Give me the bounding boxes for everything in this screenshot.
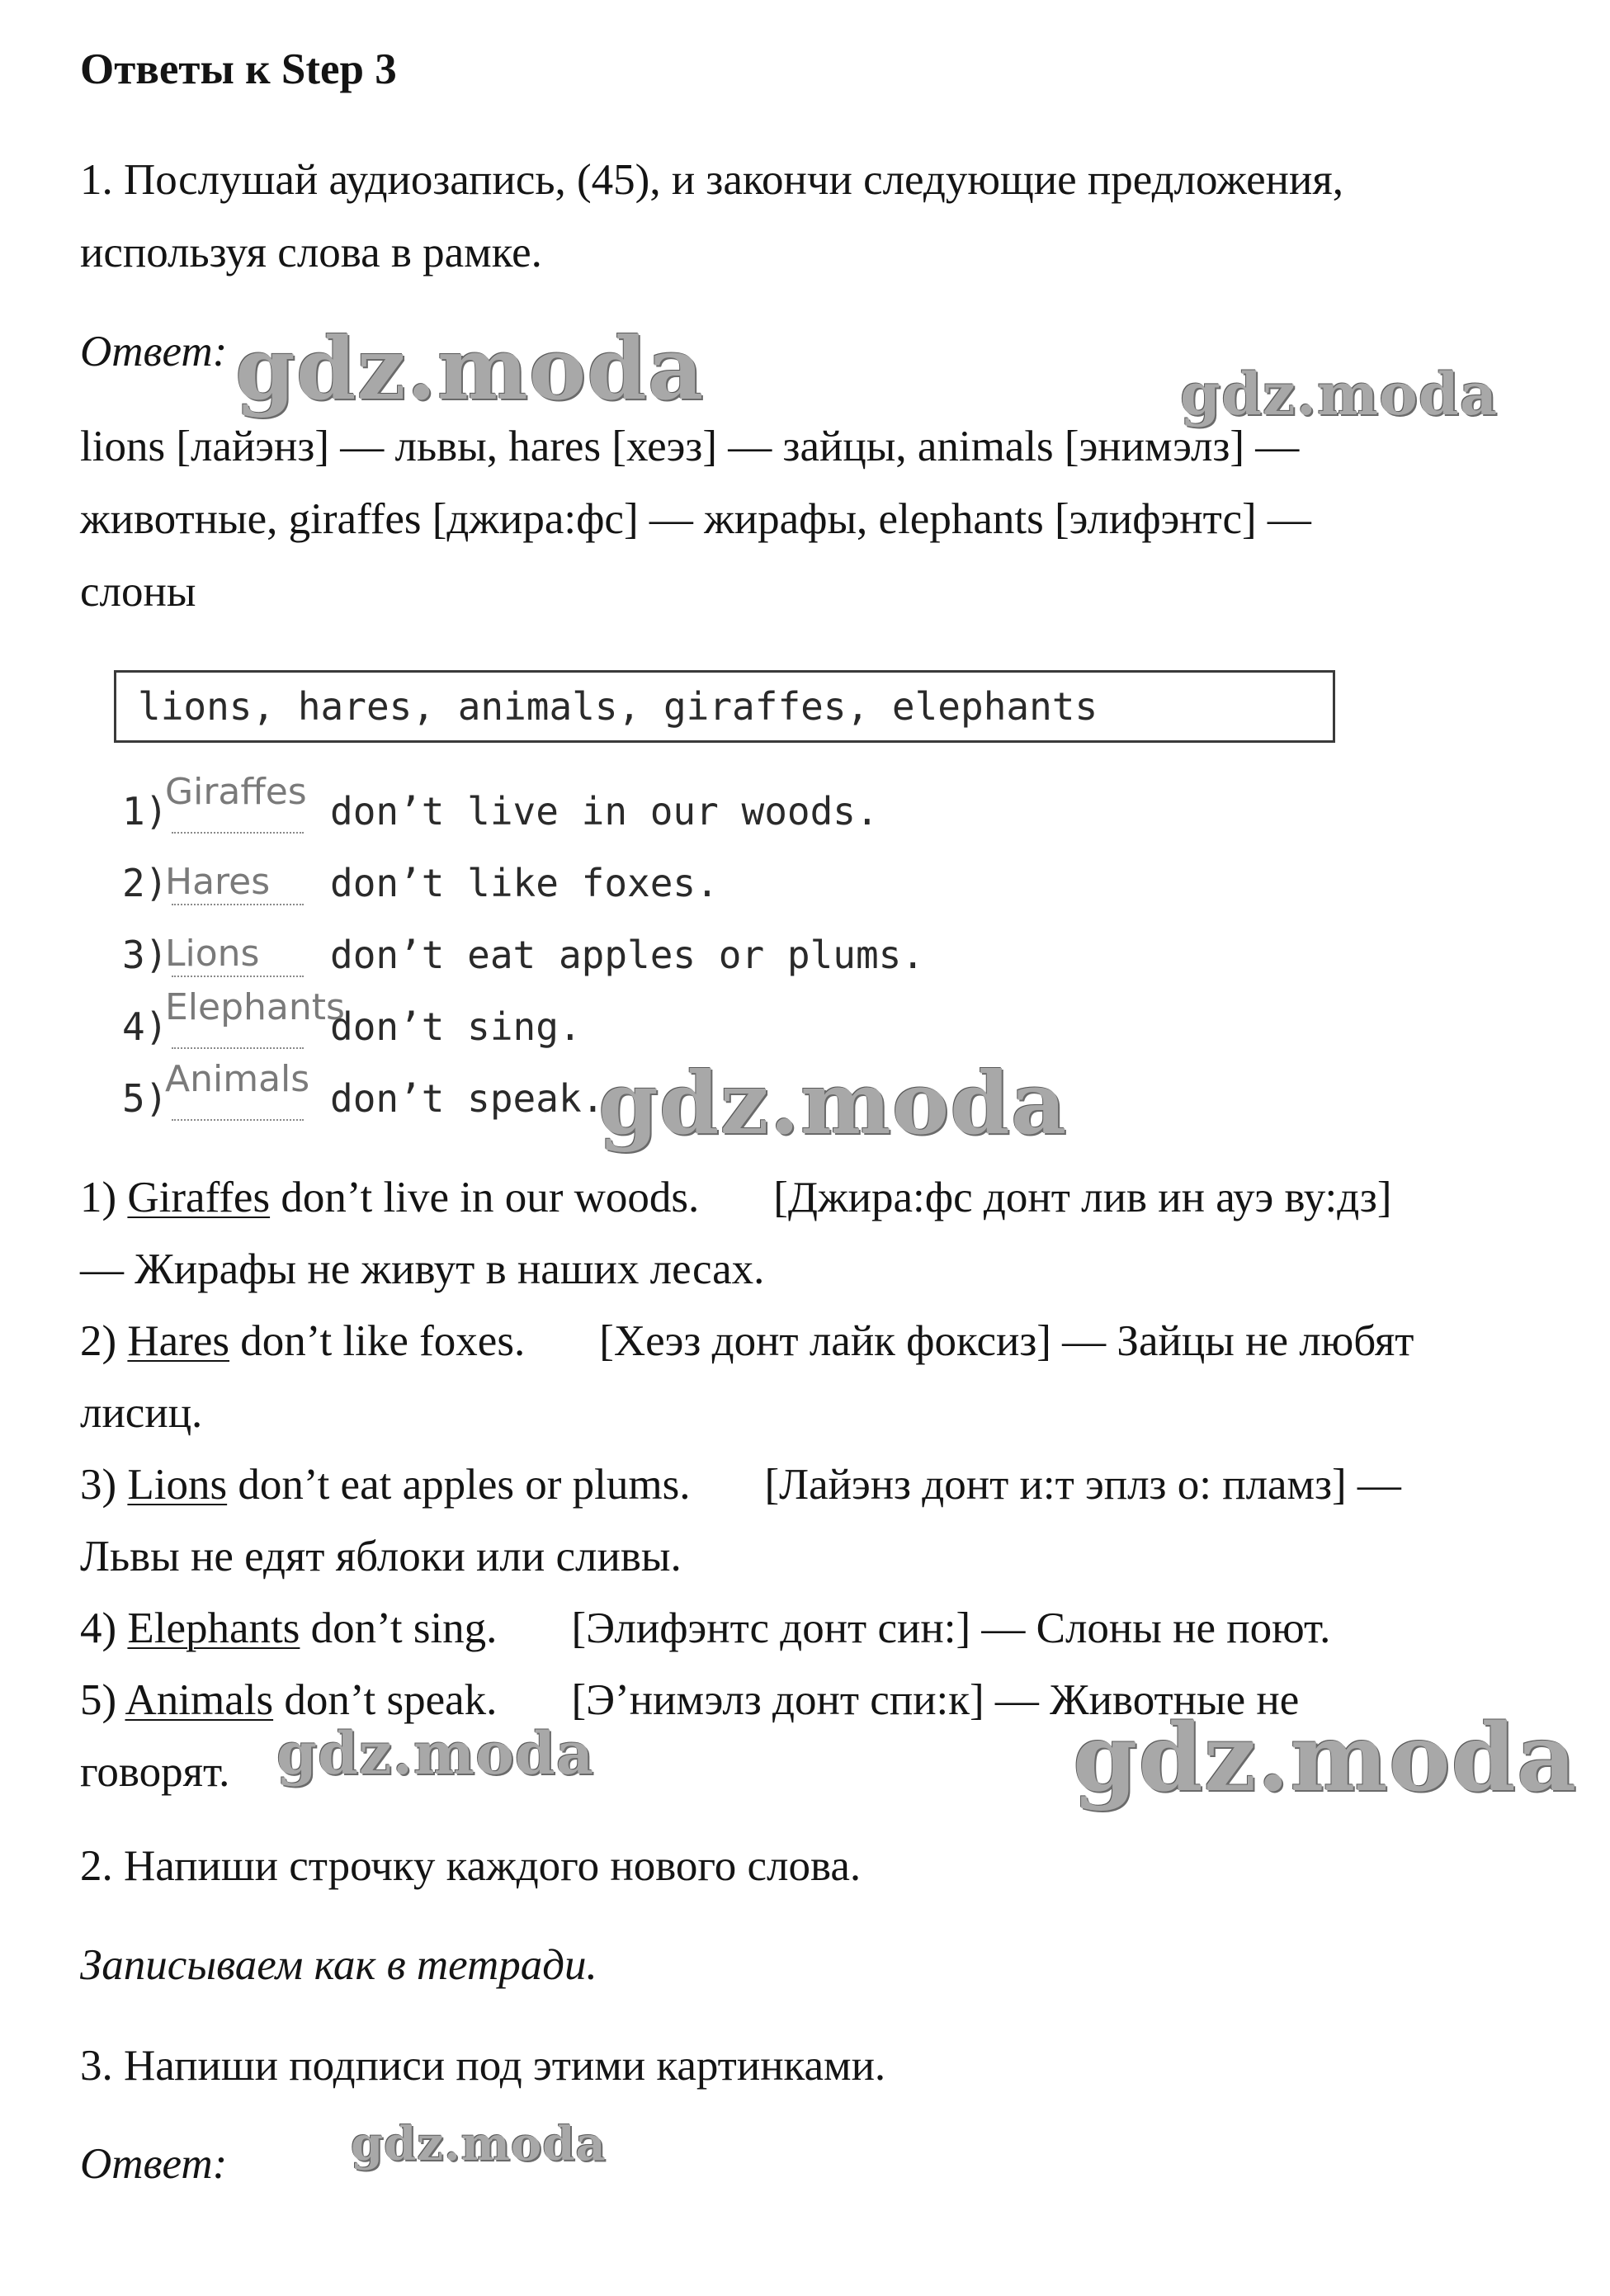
- answer-line: [172, 832, 304, 834]
- watermark: gdz.moda: [276, 1719, 595, 1788]
- answer-number: 3): [80, 1461, 117, 1509]
- answer-transcription: [Хеэз донт лайк фоксиз] — Зайцы не любят: [599, 1317, 1414, 1365]
- answer-number: 1): [80, 1174, 117, 1221]
- task1-answer-label: Ответ:: [80, 328, 228, 376]
- answer-line: [172, 904, 304, 905]
- answer-word: Hares: [127, 1317, 230, 1365]
- answer-number: 4): [80, 1604, 117, 1652]
- answer-transcription: [Джира:фс донт лив ин ауэ ву:дз]: [773, 1174, 1392, 1221]
- vocab-line-2: животные, giraffes [джира:фс] — жирафы, elephants [элифэнтс] —: [80, 495, 1311, 543]
- watermark: gdz.moda: [235, 318, 705, 419]
- watermark: gdz.moda: [598, 1052, 1068, 1154]
- answer-3: [80, 1463, 1401, 1507]
- watermark: gdz.moda: [1073, 1704, 1578, 1812]
- scan-sentence: don’t eat apples or plums.: [330, 933, 925, 977]
- scan-answer: Elephants: [165, 986, 345, 1028]
- scan-sentence: don’t like foxes.: [330, 861, 719, 905]
- task1-instruction-line1: 1. Послушай аудиозапись, (45), и закончи следующие предложения,: [80, 156, 1343, 204]
- task3-instruction: 3. Напиши подписи под этими картинками.: [80, 2042, 886, 2090]
- answer-transcription: [Э’нимэлз донт спи:к] — Животные не: [571, 1676, 1300, 1724]
- vocab-line-1: lions [лайэнз] — львы, hares [хеэз] — зайцы, animals [энимэлз] —: [80, 423, 1300, 470]
- answer-word: Giraffes: [127, 1174, 271, 1221]
- task1-instruction-line2: используя слова в рамке.: [80, 229, 542, 276]
- answer-sentence: don’t speak.: [284, 1676, 498, 1724]
- answer-4: [80, 1604, 1331, 1652]
- task2-instruction: 2. Напиши строчку каждого нового слова.: [80, 1842, 862, 1890]
- answer-word: Elephants: [127, 1604, 300, 1652]
- scan-number: 5): [122, 1076, 168, 1121]
- answer-1: [80, 1176, 1391, 1220]
- answer-sentence: don’t eat apples or plums.: [238, 1461, 691, 1509]
- watermark: gdz.moda: [1180, 360, 1499, 428]
- answer-sentence: don’t sing.: [310, 1604, 498, 1652]
- word-box: lions, hares, animals, giraffes, elephants: [114, 670, 1335, 743]
- scan-number: 3): [122, 933, 168, 977]
- scan-sentence: don’t sing.: [330, 1004, 582, 1049]
- answer-transcription: [Лайэнз донт и:т эплз о: пламз] —: [764, 1461, 1401, 1509]
- answer-5-translation: говорят.: [80, 1748, 230, 1796]
- watermark: gdz.moda: [351, 2117, 607, 2171]
- task2-note: Записываем как в тетради.: [80, 1941, 597, 1989]
- page-heading: Ответы к Step 3: [80, 45, 397, 93]
- answer-2: [80, 1317, 1414, 1365]
- scan-sentence: don’t speak.: [330, 1076, 605, 1121]
- answer-3-translation: Львы не едят яблоки или сливы.: [80, 1533, 682, 1580]
- scan-answer: Lions: [165, 933, 260, 975]
- scan-answer: Hares: [165, 861, 271, 903]
- answer-word: Lions: [127, 1461, 228, 1509]
- answer-transcription: [Элифэнтс донт син:] — Слоны не поют.: [571, 1604, 1331, 1652]
- answer-sentence: don’t like foxes.: [240, 1317, 526, 1365]
- task3-answer-label: Ответ:: [80, 2140, 228, 2188]
- answer-number: 2): [80, 1317, 117, 1365]
- scan-answer: Animals: [165, 1058, 310, 1100]
- answer-number: 5): [80, 1676, 117, 1724]
- answer-line: [172, 1047, 304, 1049]
- scan-number: 2): [122, 861, 168, 905]
- vocab-line-3: слоны: [80, 568, 196, 616]
- answer-2-translation: лисиц.: [80, 1389, 203, 1437]
- scan-number: 4): [122, 1004, 168, 1049]
- answer-line: [172, 1119, 304, 1121]
- answer-1-translation: — Жирафы не живут в наших лесах.: [80, 1245, 765, 1293]
- answer-word: Animals: [125, 1676, 274, 1724]
- answer-line: [172, 976, 304, 977]
- scan-answer: Giraffes: [165, 771, 307, 813]
- scan-sentence: don’t live in our woods.: [330, 789, 879, 834]
- answer-sentence: don’t live in our woods.: [281, 1174, 700, 1221]
- scan-number: 1): [122, 789, 168, 834]
